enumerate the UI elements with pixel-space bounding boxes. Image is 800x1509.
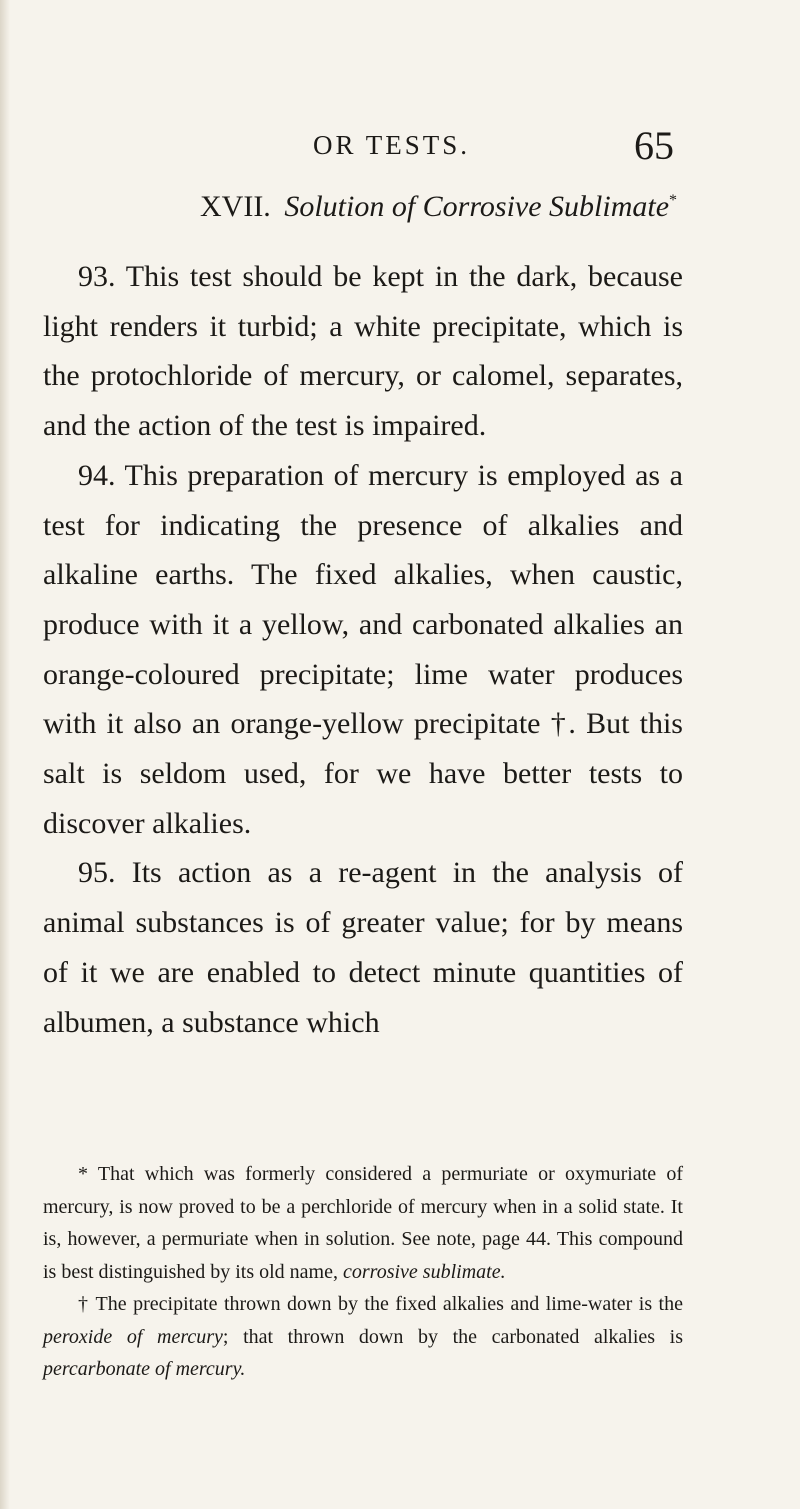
paragraph-95 (43, 848, 683, 1047)
footnote-dagger (43, 1288, 683, 1386)
paragraph-94 (43, 451, 683, 849)
footnote-italic: peroxide of mercury (43, 1325, 223, 1348)
page-gutter-shadow (0, 0, 10, 1509)
paragraph-number: 95. (78, 856, 116, 890)
footnote-italic-2: percarbonate of mercury. (43, 1358, 246, 1380)
paragraph-number: 93. (78, 260, 116, 293)
footnotes (43, 1158, 683, 1386)
footnote-text: The precipitate thrown down by the fixed alkalies and lime-water is the (95, 1293, 683, 1315)
paragraph-text: This preparation of mercury is employed as a test for indicating the presence of alkalies and alkaline earths. The fixed alkalies, when caustic, produce with it a yellow, and carbonated alkalies an orange-coloured precipitate; lime water produces with it also an orange-yellow precipitate †. But this salt is seldom used, for we have better tests to discover alkalies. (43, 458, 683, 840)
footnote-star (43, 1158, 683, 1288)
footnote-mark: † (78, 1293, 90, 1315)
paragraph-text: This test should be kept in the dark, because light renders it turbid; a white precipitate, which is the protochloride of mercury, or calomel, separates, and the action of the test is impaired. (43, 260, 683, 443)
paragraph-93 (43, 252, 683, 451)
section-title: Solution of Corrosive Sublimate (284, 190, 670, 223)
page-number: 65 (634, 123, 674, 168)
footnote-text: That which was formerly considered a permuriate or oxymuriate of mercury, is now proved to be a perchloride of mercury when in a solid state. It is, however, a permuriate when in solution. See note, page 44. This compound is best distinguished by its old name, (43, 1163, 684, 1283)
paragraph-text: Its action as a re-agent in the analysis of animal substances is of greater value; for by means of it we are enabled to detect minute quantities of albumen, a substance which (43, 856, 684, 1039)
section-heading (200, 190, 677, 224)
body-text (43, 252, 683, 1047)
paragraph-number: 94. (78, 458, 116, 492)
section-note-mark: * (669, 192, 678, 209)
footnote-mark: * (78, 1163, 88, 1185)
running-title: OR TESTS. (313, 130, 471, 160)
running-head (0, 122, 800, 172)
section-numeral: XVII. (200, 190, 271, 223)
footnote-italic: corrosive sublimate. (343, 1260, 506, 1283)
footnote-text-middle: ; that thrown down by the carbonated alkalies is (222, 1325, 684, 1348)
